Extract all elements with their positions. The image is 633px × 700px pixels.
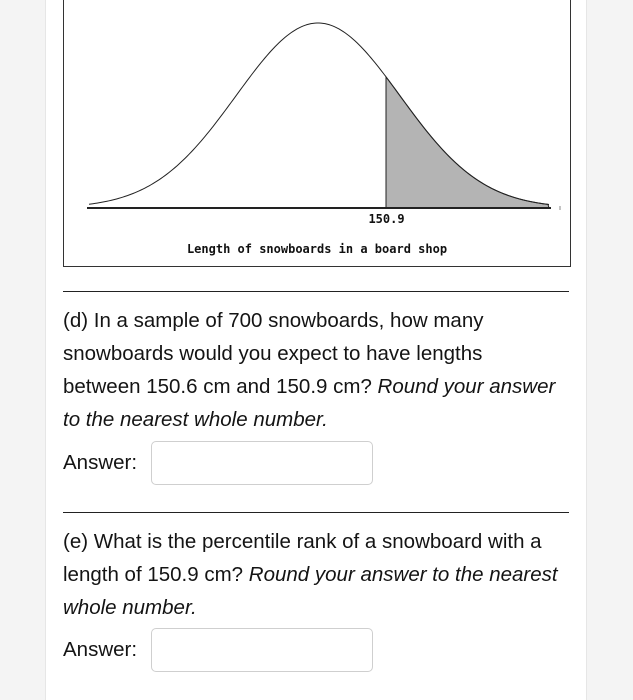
question-e-prompt: (e) What is the percentile rank of a snowboard with a length of 150.9 cm? — [63, 530, 542, 586]
answer-input-e[interactable] — [151, 628, 373, 672]
answer-label-d: Answer: — [63, 451, 138, 474]
question-d-prompt: (d) In a sample of 700 snowboards, how many snowboards would you expect to have lengths between 150.6 cm and 150.9 cm? — [63, 309, 484, 398]
section-divider — [63, 512, 569, 513]
chart-x-axis-label: Length of snowboards in a board shop — [186, 242, 448, 256]
answer-input-d[interactable] — [151, 441, 373, 485]
question-d-instruction: Round your answer to the nearest whole number. — [63, 375, 556, 431]
shaded-tail-region — [386, 77, 549, 208]
normal-curve-line — [89, 23, 549, 204]
normal-curve-figure — [63, 0, 571, 267]
section-divider — [63, 291, 569, 292]
answer-label-e: Answer: — [63, 638, 138, 661]
normal-curve-chart — [64, 0, 570, 266]
question-d-text — [63, 304, 563, 436]
question-e-instruction: Round your answer to the nearest whole number. — [63, 563, 558, 619]
tick-label-150-9: 150.9 — [368, 212, 405, 226]
answer-row-e — [63, 625, 373, 675]
question-e-text — [63, 525, 563, 624]
answer-row-d — [63, 438, 373, 488]
